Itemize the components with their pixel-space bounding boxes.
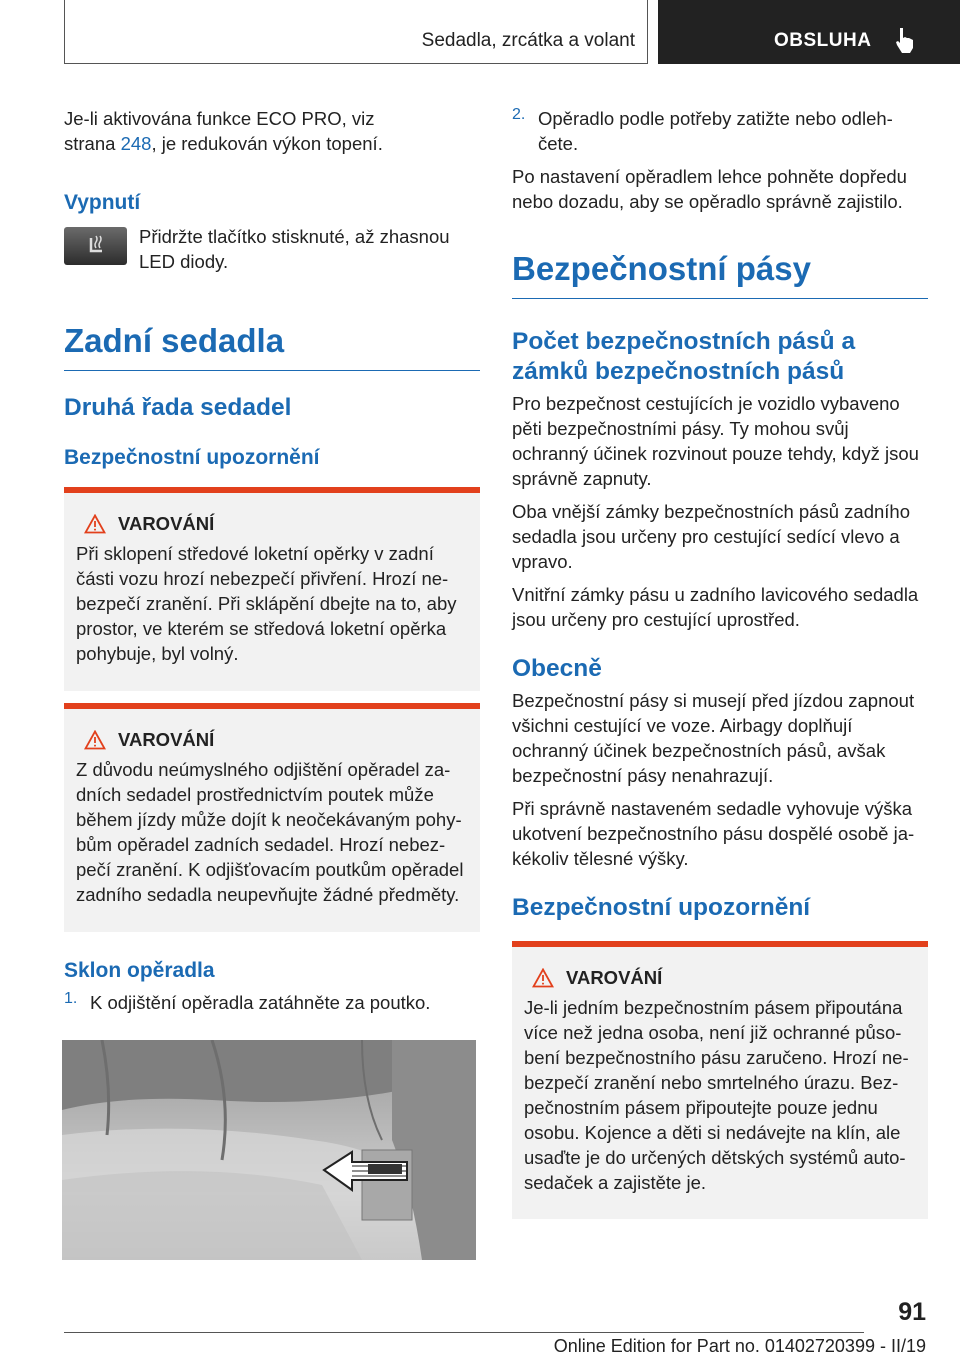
- obecne-heading: Obecně: [512, 655, 602, 682]
- seat-heating-button-icon: [64, 227, 127, 265]
- belt-count-heading: Počet bezpečnostních pásů a zámků bezpečnostních pásů: [512, 328, 856, 385]
- edition-footer: Online Edition for Part no. 01402720399 - II/19: [553, 1336, 926, 1356]
- warning-triangle-icon: [84, 730, 106, 750]
- rear-seat-illustration: [62, 1040, 476, 1260]
- intro-text: Je-li aktivována funkce ECO PRO, viz strana 248, je redukován výkon topení.: [64, 108, 383, 154]
- list-item: [64, 990, 480, 1015]
- safety-heading: Bezpečnostní upozornění: [64, 446, 320, 469]
- page-number: 91: [898, 1298, 926, 1326]
- step-text: K odjištění opěradla zatáhněte za poutko.: [90, 992, 431, 1013]
- list-item: [512, 106, 928, 156]
- warning-text: Při sklopení středové loketní opěrky v zadní části vozu hrozí nebezpečí přivření. Hrozí ne-bezpečí zranění. Při sklápění dbejte na to, aby prostor, ve kterém se středová loketní opěrka pohybuje, byl volný.: [76, 543, 457, 664]
- warning-text: Z důvodu neúmyslného odjištění opěradel za-dních sedadel prostřednictvím poutek může během jízdy může dojít k neočekávaným pohy-bům opěradel zadních sedadel. Hrozí nebez-pečí zranění. K odjišťovacím poutkům opěradel zadního sedadla neupevňujte žádné předměty.: [76, 759, 464, 905]
- section-title: Sedadla, zrcátka a volant: [421, 30, 635, 51]
- paragraph: Oba vnější zámky bezpečnostních pásů zadního sedadla jsou určeny pro cestující sedící vlevo a vpravo.: [512, 501, 910, 572]
- warning-box-loops: [64, 703, 480, 932]
- footer-divider: [64, 1332, 864, 1333]
- step-number: 1.: [64, 990, 78, 1007]
- safety-heading: Bezpečnostní upozornění: [512, 894, 811, 921]
- paragraph: Vnitřní zámky pásu u zadního lavicového sedadla jsou určeny pro cestující uprostřed.: [512, 584, 919, 630]
- warning-text: Je-li jedním bezpečnostním pásem připoutána více než jedna osoba, není již ochranné půso-bení bezpečnostního pásu zaručeno. Hrozí ne-bezpečí zranění nebo smrtelného úrazu. Bez-pečnostním pásem připoutejte pouze jednu osobu. Kojence a děti si nedávejte na klín, ale usaďte je do určených dětských systémů auto-sedaček a zajistěte je.: [524, 997, 909, 1193]
- pointing-hand-icon: [894, 26, 916, 54]
- warning-title: VAROVÁNÍ: [118, 513, 215, 534]
- warning-box-armrest: [64, 487, 480, 691]
- seat-belts-heading: Bezpečnostní pásy: [512, 250, 928, 299]
- left-column: [64, 106, 480, 1015]
- warning-title: VAROVÁNÍ: [118, 729, 215, 750]
- sklon-heading: Sklon opěradla: [64, 959, 215, 982]
- warning-box-belt: [512, 941, 928, 1219]
- chapter-tab-label: OBSLUHA: [774, 30, 872, 51]
- warning-triangle-icon: [84, 514, 106, 534]
- zadni-sedadla-heading: Zadní sedadla: [64, 322, 480, 371]
- backrest-paragraph: Po nastavení opěradlem lehce pohněte dopředu nebo dozadu, aby se opěradlo správně zajistilo.: [512, 166, 907, 212]
- page-link[interactable]: 248: [120, 133, 152, 154]
- warning-triangle-icon: [532, 968, 554, 988]
- step-number: 2.: [512, 106, 526, 123]
- chapter-tab[interactable]: [658, 0, 960, 64]
- druha-rada-heading: Druhá řada sedadel: [64, 394, 292, 421]
- vypnuti-text: Přidržte tlačítko stisknuté, až zhasnou LED diody.: [139, 226, 450, 272]
- vypnuti-heading: Vypnutí: [64, 191, 141, 214]
- paragraph: Při správně nastaveném sedadle vyhovuje výška ukotvení bezpečnostního pásu dospělé osobě ja-kékoliv tělesné výšky.: [512, 798, 915, 869]
- paragraph: Pro bezpečnost cestujících je vozidlo vybaveno pěti bezpečnostními pásy. Ty mohou svůj ochranný účinek rozvinout pouze tehdy, když jsou správně zapnuty.: [512, 393, 919, 489]
- warning-title: VAROVÁNÍ: [566, 967, 663, 988]
- paragraph: Bezpečnostní pásy si musejí před jízdou zapnout všichni cestující ve voze. Airbagy doplňují ochranný účinek bezpečnostních pásů, avšak bezpečnostní pásy nenahrazují.: [512, 690, 915, 786]
- step-text: Opěradlo podle potřeby zatižte nebo odleh-čete.: [538, 108, 893, 154]
- right-column: [512, 106, 928, 1219]
